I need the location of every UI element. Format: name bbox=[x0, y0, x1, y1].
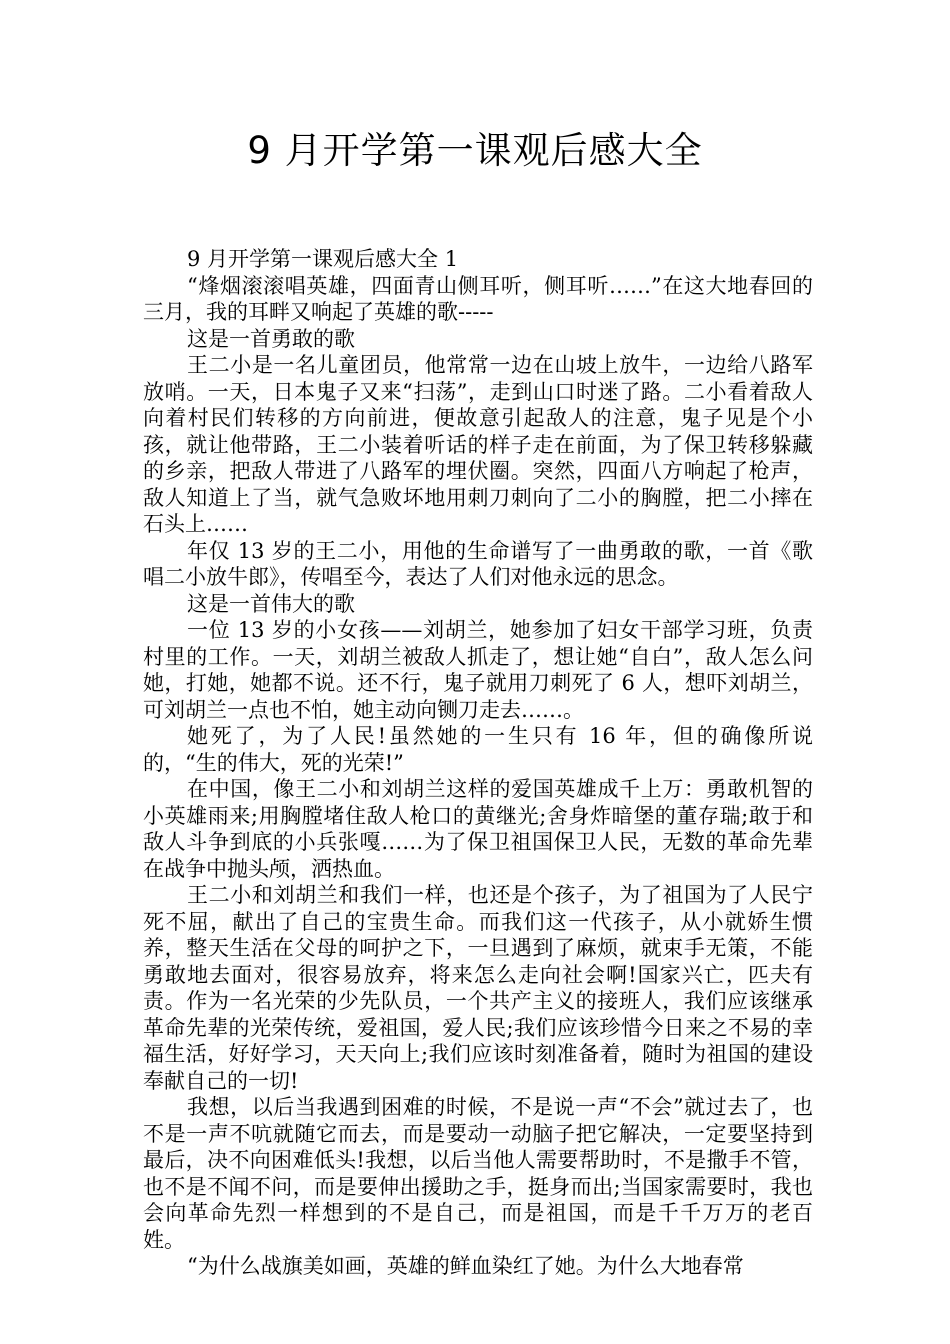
document-body bbox=[143, 246, 813, 1280]
subheading: 这是一首伟大的歌 bbox=[187, 591, 355, 616]
document-title: 9 月开学第一课观后感大全 bbox=[247, 129, 703, 172]
paragraph: 在中国，像王二小和刘胡兰这样的爱国英雄成千上万：勇敢机智的小英雄雨来;用胸膛堵住敌人枪口的黄继光;舍身炸暗堡的董存瑞;敢于和敌人斗争到底的小兵张嘎……为了保卫祖国保卫人民，无数的革命先辈在战争中抛头颅，洒热血。 bbox=[143, 777, 813, 881]
paragraph: 王二小和刘胡兰和我们一样，也还是个孩子，为了祖国为了人民宁死不屈，献出了自己的宝贵生命。而我们这一代孩子，从小就娇生惯养，整天生活在父母的呵护之下，一旦遇到了麻烦，就束手无策，不能勇敢地去面对，很容易放弃，将来怎么走向社会啊!国家兴亡，匹夫有责。作为一名光荣的少先队员，一个共产主义的接班人，我们应该继承革命先辈的光荣传统，爱祖国，爱人民;我们应该珍惜今日来之不易的幸福生活，好好学习，天天向上;我们应该时刻准备着，随时为祖国的建设奉献自己的一切! bbox=[143, 883, 813, 1093]
paragraph: 她死了，为了人民!虽然她的一生只有 16 年，但的确像所说的，“生的伟大，死的光荣!” bbox=[143, 724, 813, 775]
paragraph: 王二小是一名儿童团员，他常常一边在山坡上放牛，一边给八路军放哨。一天，日本鬼子又来“扫荡”，走到山口时迷了路。二小看着敌人向着村民们转移的方向前进，便故意引起敌人的注意，鬼子见是个小孩，就让他带路，王二小装着听话的样子走在前面，为了保卫转移躲藏的乡亲，把敌人带进了八路军的埋伏圈。突然，四面八方响起了枪声，敌人知道上了当，就气急败坏地用刺刀刺向了二小的胸膛，把二小摔在石头上…… bbox=[143, 353, 813, 536]
section-heading: 9 月开学第一课观后感大全 1 bbox=[187, 247, 459, 271]
paragraph: 年仅 13 岁的王二小，用他的生命谱写了一曲勇敢的歌，一首《歌唱二小放牛郎》，传唱至今，表达了人们对他永远的思念。 bbox=[143, 538, 813, 589]
paragraph: 我想，以后当我遇到困难的时候，不是说一声“不会”就过去了，也不是一声不吭就随它而去，而是要动一动脑子把它解决，一定要坚持到最后，决不向困难低头!我想，以后当他人需要帮助时，不是撒手不管，也不是不闻不问，而是要伸出援助之手，挺身而出;当国家需要时，我也会向革命先烈一样想到的不是自己，而是祖国，而是千千万万的老百姓。 bbox=[143, 1095, 813, 1252]
paragraph: “为什么战旗美如画，英雄的鲜血染红了她。为什么大地春常 bbox=[187, 1254, 744, 1278]
subheading: 这是一首勇敢的歌 bbox=[187, 326, 355, 351]
paragraph: 一位 13 岁的小女孩——刘胡兰，她参加了妇女干部学习班，负责村里的工作。一天，刘胡兰被敌人抓走了，想让她“自白”，敌人怎么问她，打她，她都不说。还不行，鬼子就用刀刺死了 6 人，想吓刘胡兰，可刘胡兰一点也不怕，她主动向铡刀走去……。 bbox=[143, 618, 813, 722]
paragraph: “烽烟滚滚唱英雄，四面青山侧耳听，侧耳听……”在这大地春回的三月，我的耳畔又响起了英雄的歌----- bbox=[143, 273, 813, 324]
